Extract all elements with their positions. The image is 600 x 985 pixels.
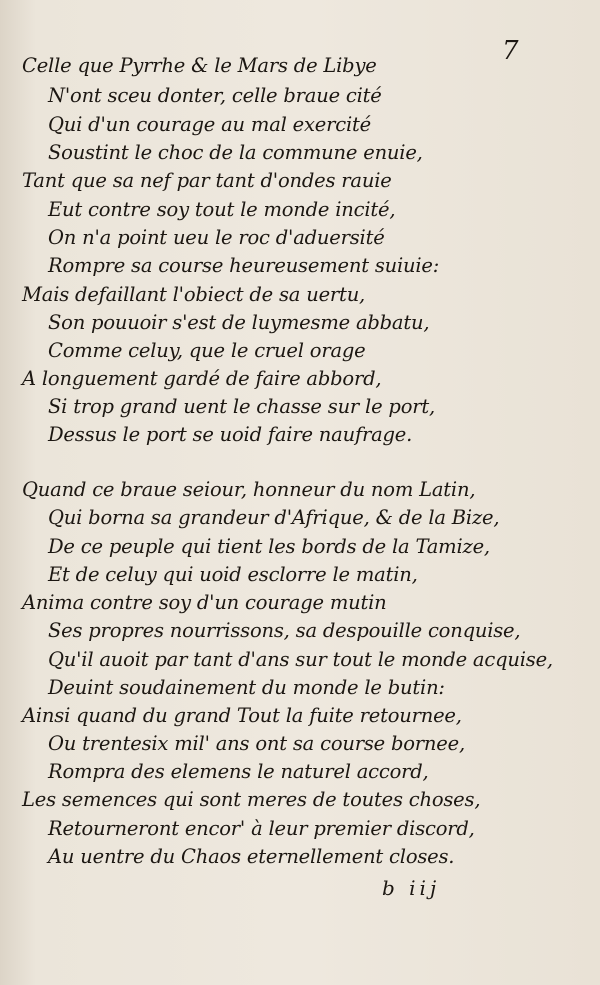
verse-line: Qu'il auoit par tant d'ans sur tout le monde acquise, (48, 648, 553, 671)
verse-line: Ses propres nourrissons, sa despouille conquise, (48, 619, 521, 642)
verse-line: Rompra des elemens le naturel accord, (48, 760, 429, 783)
verse-line: Ou trentesix mil' ans ont sa course bornee, (48, 732, 465, 755)
verse-line: Retourneront encor' à leur premier discord, (48, 817, 475, 840)
signature-mark: b iij (382, 876, 441, 900)
verse-line: Rompre sa course heureusement suiuie: (48, 254, 440, 277)
verse-line: Dessus le port se uoid faire naufrage. (48, 423, 413, 446)
verse-line: Au uentre du Chaos eternellement closes. (48, 845, 455, 868)
verse-line: Son pouuoir s'est de luymesme abbatu, (48, 311, 430, 334)
verse-line: Comme celuy, que le cruel orage (48, 339, 366, 362)
verse-line: Qui borna sa grandeur d'Afrique, & de la Bize, (48, 506, 500, 529)
verse-line: Ainsi quand du grand Tout la fuite retournee, (22, 704, 462, 727)
verse-line: Eut contre soy tout le monde incité, (48, 198, 396, 221)
verse-line: Et de celuy qui uoid esclorre le matin, (48, 563, 418, 586)
verse-line: Qui d'un courage au mal exercité (48, 113, 371, 136)
verse-line: Anima contre soy d'un courage mutin (22, 591, 387, 614)
verse-line: N'ont sceu donter, celle braue cité (48, 84, 382, 107)
verse-line: A longuement gardé de faire abbord, (22, 367, 382, 390)
verse-line: On n'a point ueu le roc d'aduersité (48, 226, 385, 249)
verse-line: Tant que sa nef par tant d'ondes rauie (22, 169, 392, 192)
verse-line: Deuint soudainement du monde le butin: (48, 676, 445, 699)
verse-line: Celle que Pyrrhe & le Mars de Libye (22, 54, 377, 77)
page-number: 7 (502, 36, 519, 66)
verse-line: Quand ce braue seiour, honneur du nom Latin, (22, 478, 476, 501)
verse-line: Les semences qui sont meres de toutes choses, (22, 788, 481, 811)
verse-line: Mais defaillant l'obiect de sa uertu, (22, 283, 366, 306)
verse-line: Si trop grand uent le chasse sur le port, (48, 395, 436, 418)
verse-line: De ce peuple qui tient les bords de la Tamize, (48, 535, 490, 558)
verse-line: Soustint le choc de la commune enuie, (48, 141, 423, 164)
